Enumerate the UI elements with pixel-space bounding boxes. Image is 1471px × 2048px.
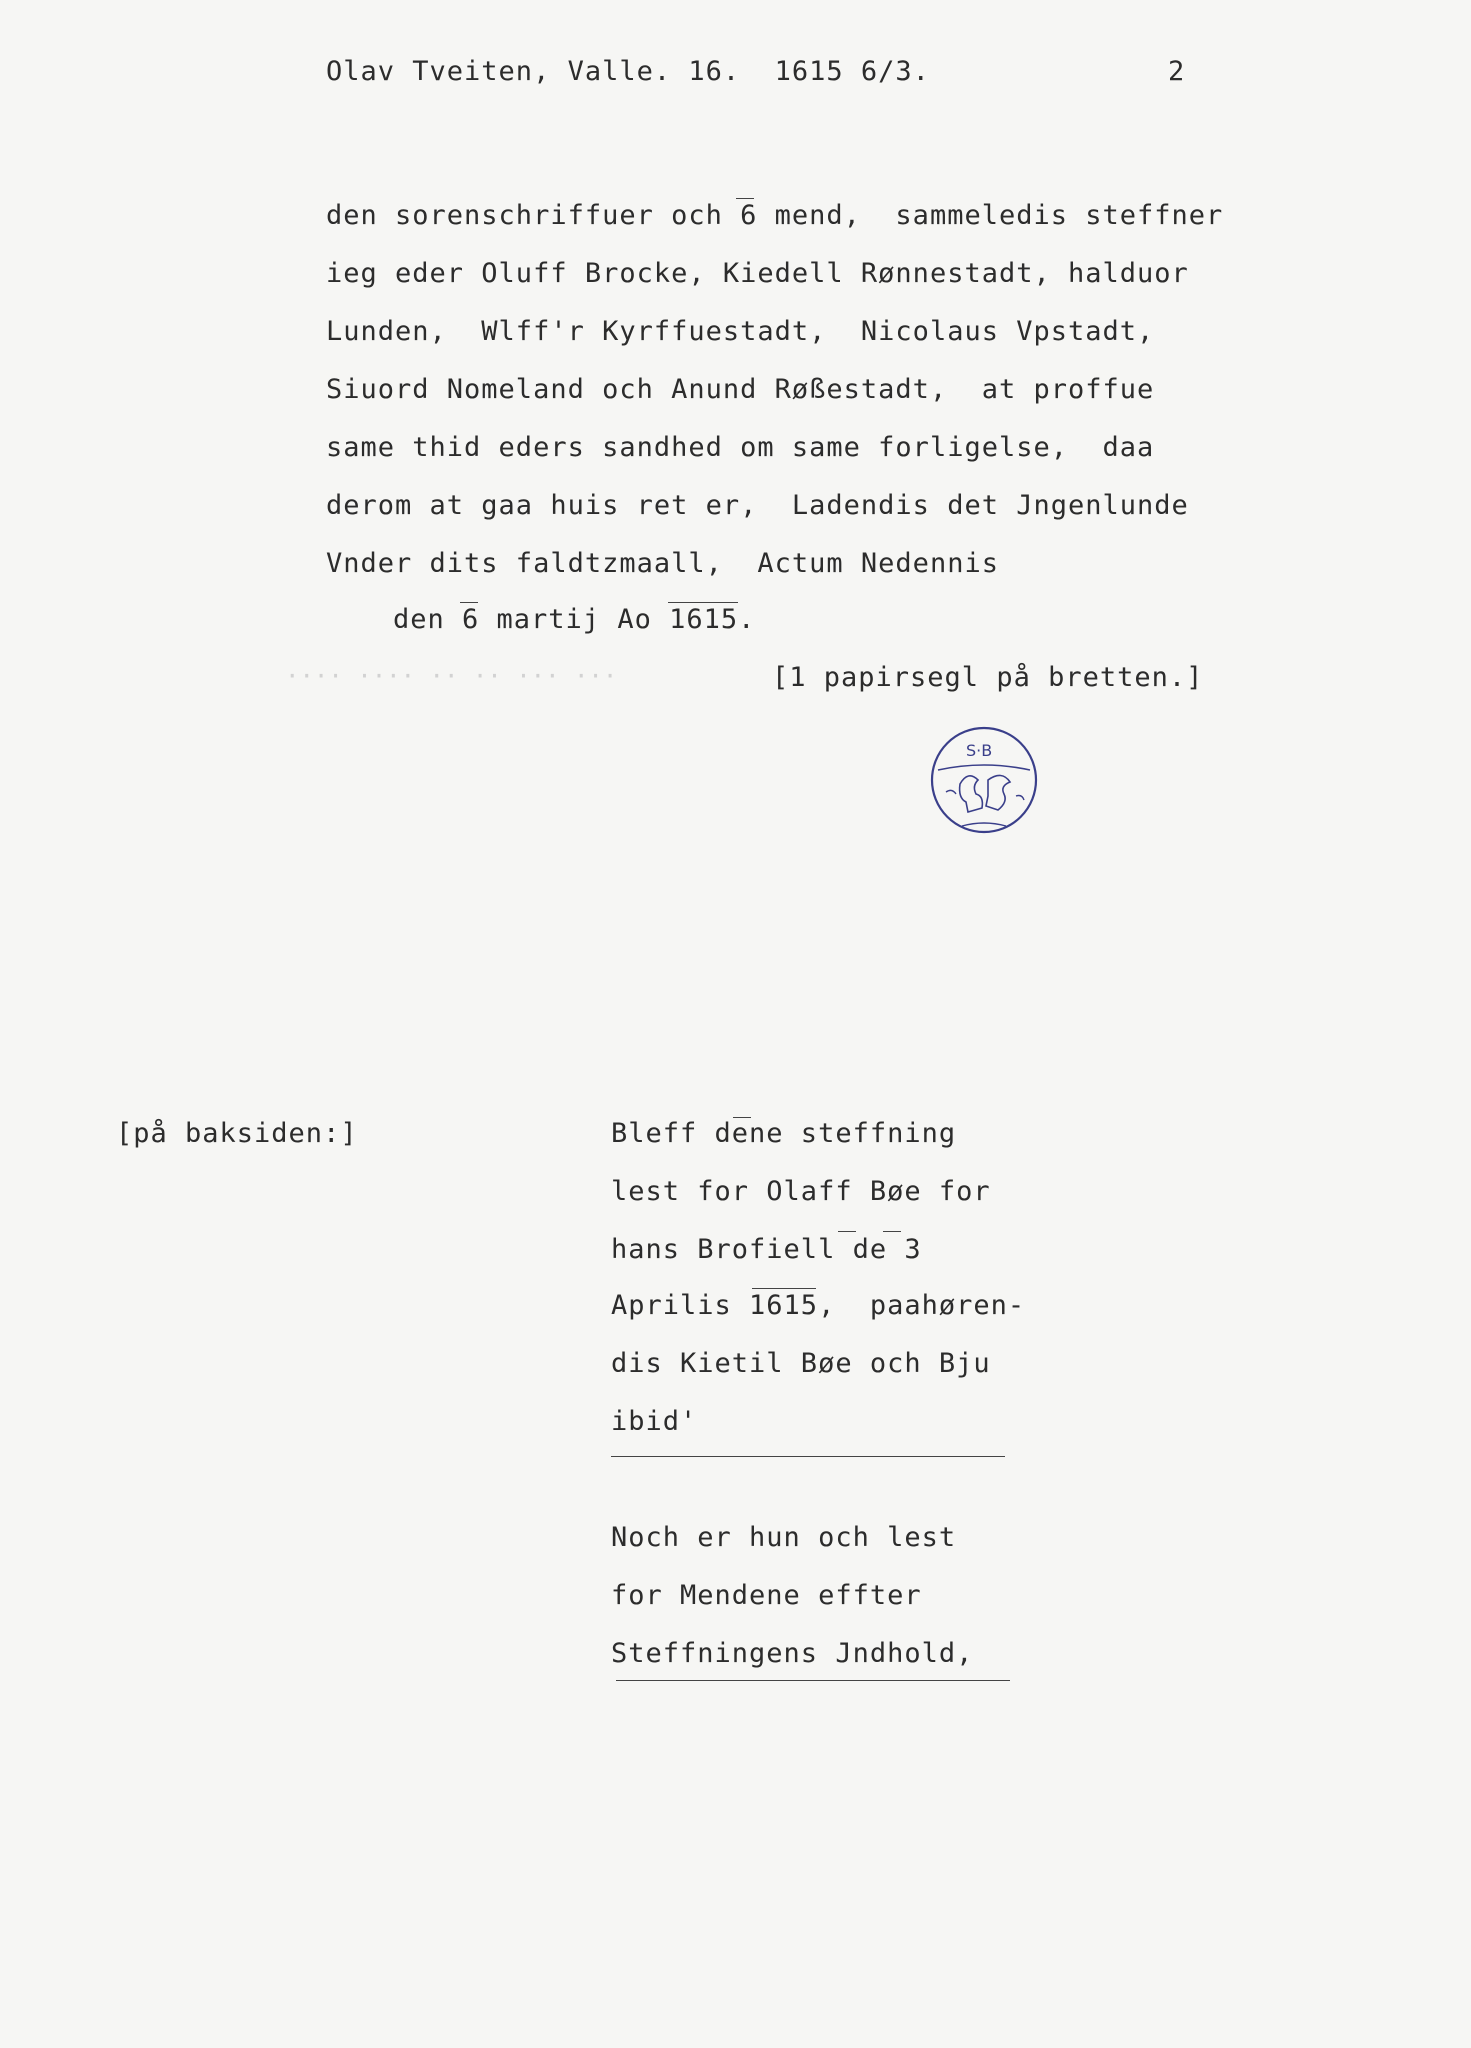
page-number: 2	[1168, 56, 1186, 87]
body-line: Siuord Nomeland och Anund Røßestadt, at proffue	[326, 374, 1155, 405]
seal-note: [1 papirsegl på bretten.]	[772, 662, 1204, 693]
verso-line: Bleff dene steffning	[611, 1118, 957, 1149]
verso-line: lest for Olaff Bøe for	[611, 1176, 991, 1207]
overline-mark	[733, 1117, 751, 1118]
body-line: Vnder dits faldtzmaall, Actum Nedennis	[326, 548, 999, 579]
body-line: derom at gaa huis ret er, Ladendis det Jngenlunde	[326, 490, 1189, 521]
verso-label: [på baksiden:]	[116, 1118, 358, 1149]
verso-line: dis Kietil Bøe och Bju	[611, 1348, 991, 1379]
overline-mark	[736, 198, 754, 199]
body-line: Lunden, Wlff'r Kyrffuestadt, Nicolaus Vpstadt,	[326, 316, 1155, 347]
seal-letters: S·B	[966, 741, 993, 760]
seal-icon	[926, 722, 1042, 838]
divider-rule	[611, 1456, 1005, 1457]
body-line: same thid eders sandhed om same forligelse, daa	[326, 432, 1155, 463]
verso-line: hans Brofiell de 3	[611, 1234, 922, 1265]
verso-line: for Mendene effter	[611, 1580, 922, 1611]
verso-line: ibid'	[611, 1406, 698, 1437]
overline-mark	[668, 602, 738, 603]
body-line: ieg eder Oluff Brocke, Kiedell Rønnestadt, halduor	[326, 258, 1189, 289]
verso-line: Steffningens Jndhold,	[611, 1638, 974, 1669]
overline-mark	[838, 1231, 856, 1232]
bleed-through-text: ···· ···· ·· ·· ··· ···	[285, 662, 618, 690]
header-text: Olav Tveiten, Valle. 16. 1615 6/3.	[326, 56, 930, 87]
body-line: den 6 martij Ao 1615.	[393, 604, 756, 635]
body-line: den sorenschriffuer och 6 mend, sammeledis steffner	[326, 200, 1224, 231]
underline-rule	[616, 1680, 1010, 1681]
verso-line: Aprilis 1615, paahøren-	[611, 1290, 1026, 1321]
overline-mark	[460, 602, 478, 603]
paper-seal-drawing	[926, 722, 1042, 838]
verso-line: Noch er hun och lest	[611, 1522, 957, 1553]
overline-mark	[752, 1288, 816, 1289]
overline-mark	[883, 1231, 901, 1232]
